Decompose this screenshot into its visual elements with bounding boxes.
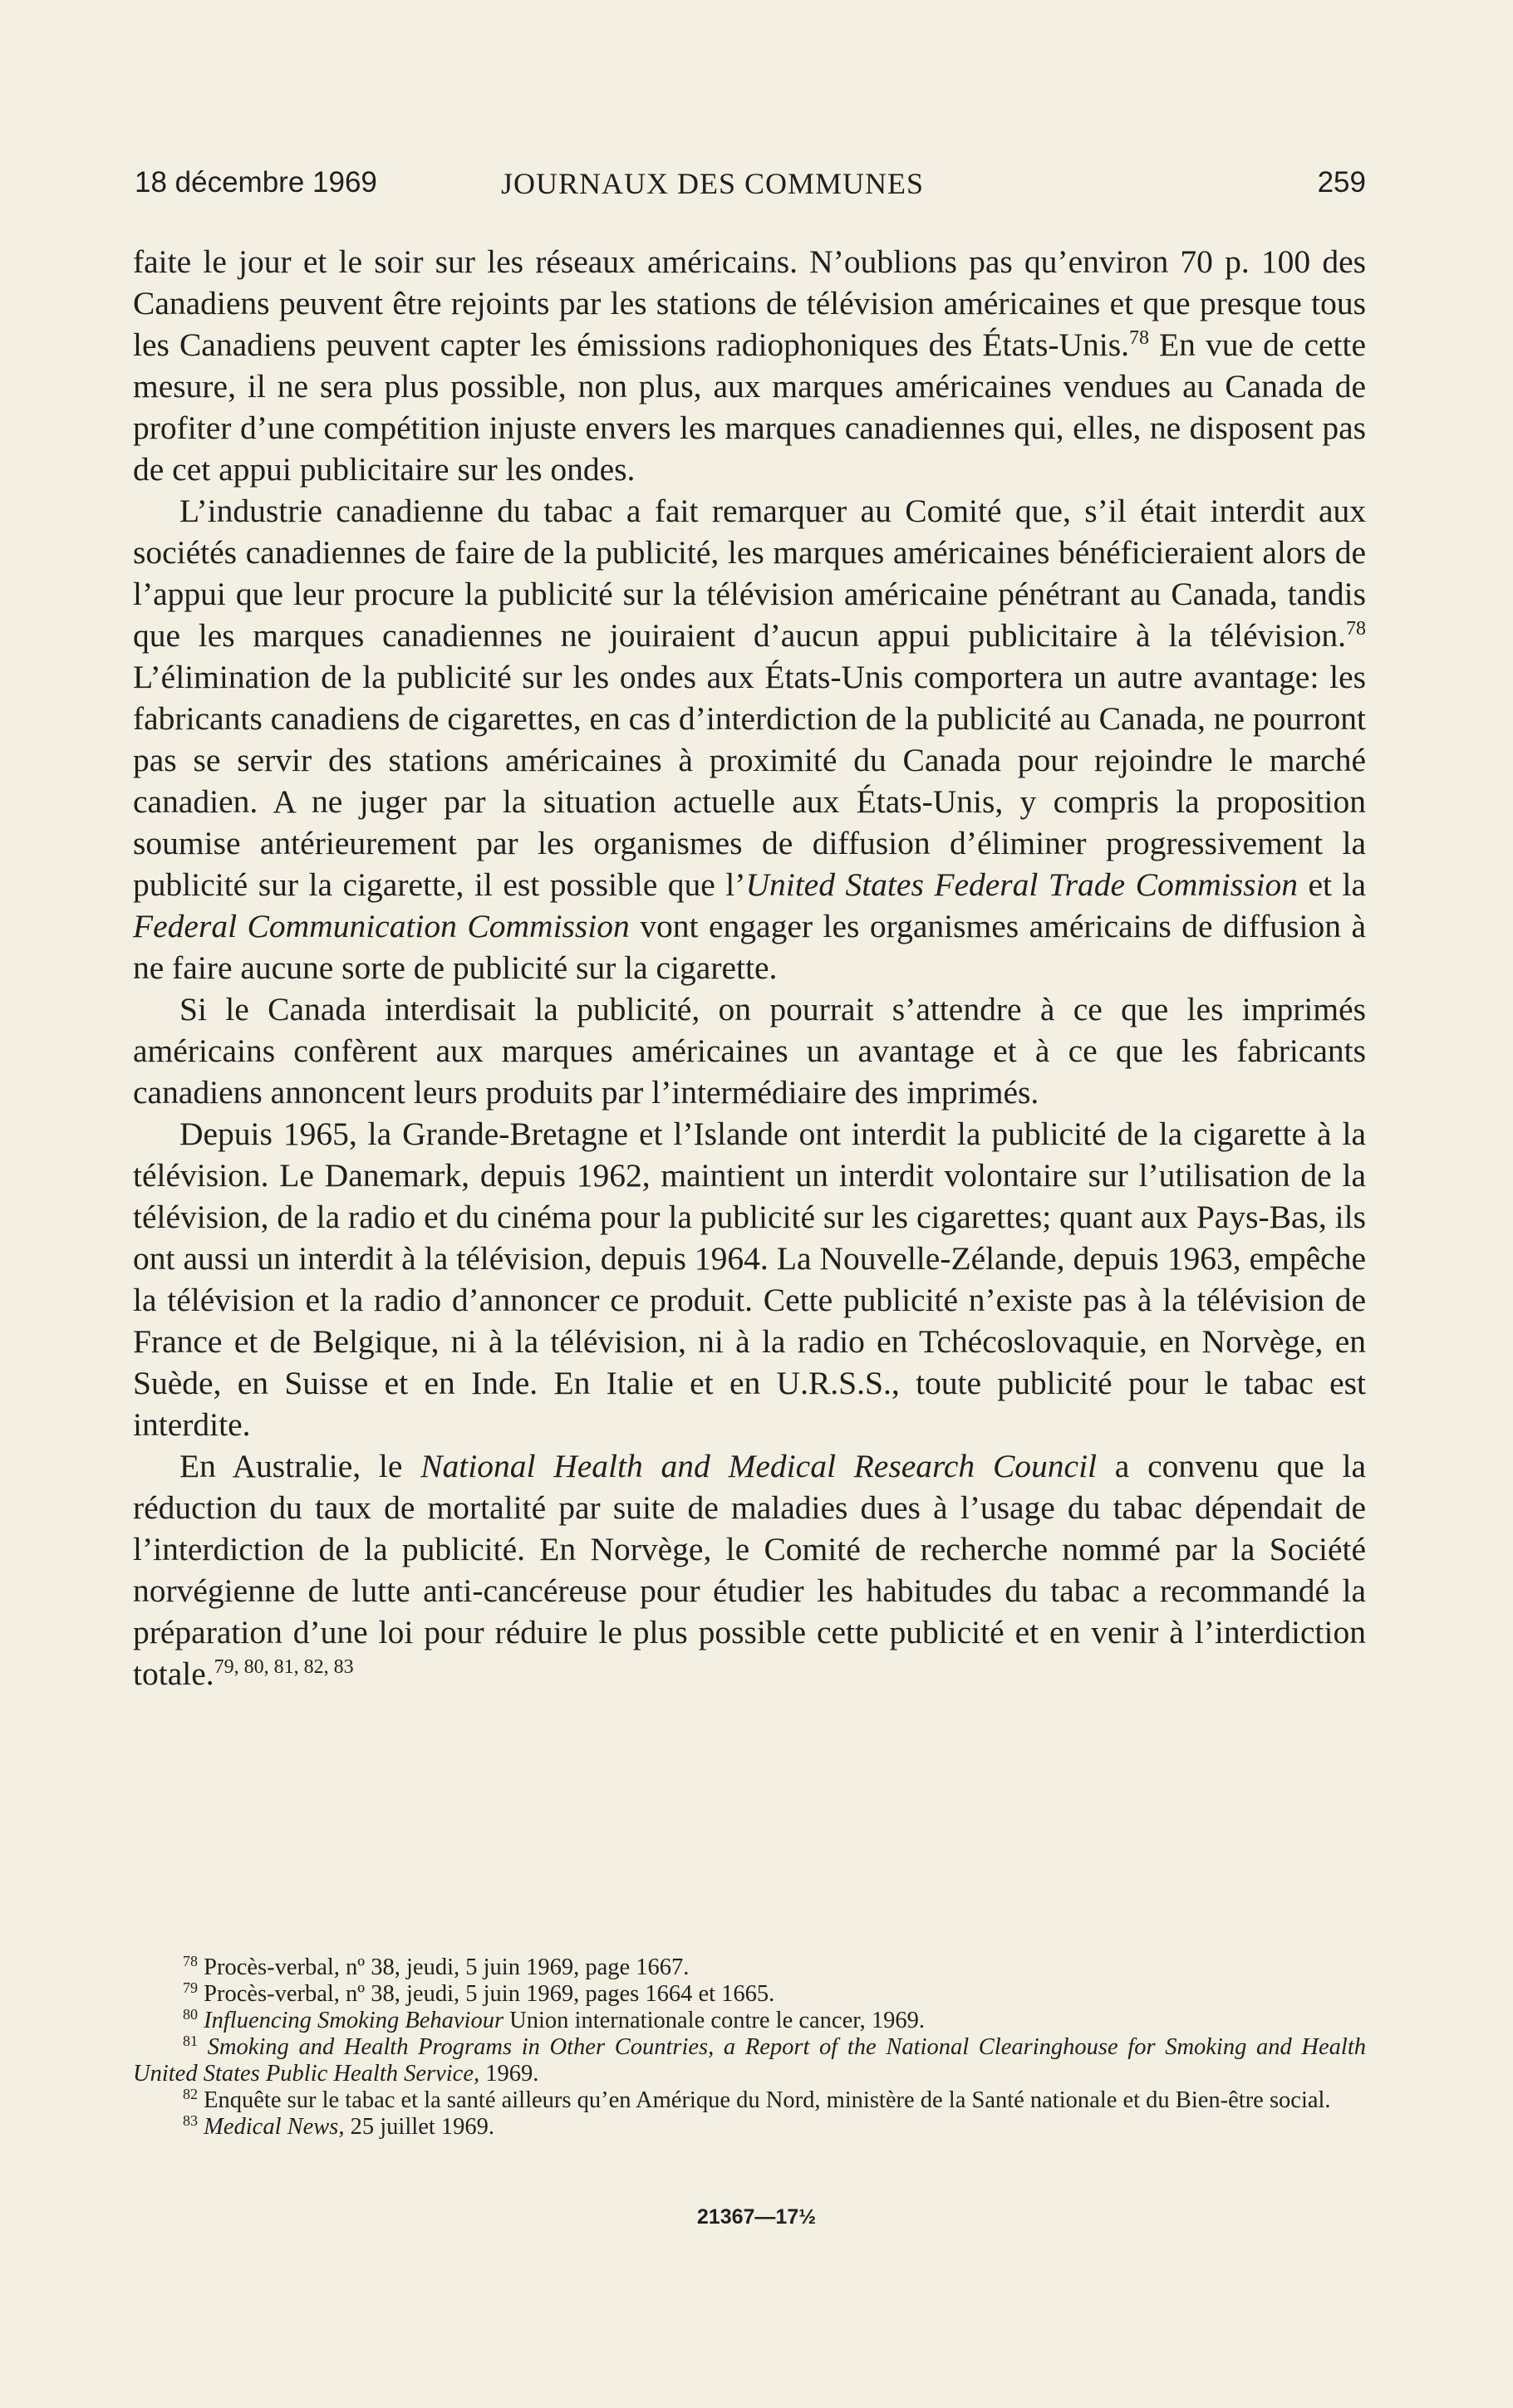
footnote-82: $^{82}$ Enquête sur le tabac et la santé ailleurs qu’en Amérique du Nord, ministère de la Santé nationale et du Bien-être social. [183, 2086, 1331, 2113]
paragraph-5: En Australie, le National Health and Medical Research Council a convenu que la réduction du taux de mortalité par suite de maladies dues à l’usage du tabac dépendait de l’interdiction de la publicité. En Norvège, le Comité de recherche nommé par la Société norvégienne de lutte anti-cancéreuse pour étudier les habitudes du tabac a recommandé la préparation d’une loi pour réduire le plus possible cette publicité et en venir à l’interdiction totale.$^{79, 80, 81, 82, 83}$ [133, 1448, 1366, 1692]
header-journal-title: JOURNAUX DES COMMUNES [501, 167, 925, 200]
paragraph-3: Si le Canada interdisait la publicité, on pourrait s’attendre à ce que les imprimés américains confèrent aux marques américaines un avantage et à ce que les fabricants canadiens annoncent leurs produits par l’intermédiaire des imprimés. [133, 991, 1366, 1111]
running-header [135, 166, 1366, 216]
footnote-80: $^{80}$ Influencing Smoking Behaviour Union internationale contre le cancer, 1969. [183, 2006, 925, 2033]
paragraph-4: Depuis 1965, la Grande-Bretagne et l’Islande ont interdit la publicité de la cigarette à la télévision. Le Danemark, depuis 1962, maintient un interdit volontaire sur l’utilisation de la télévision, de la radio et du cinéma pour la publicité sur les cigarettes; quant aux Pays-Bas, ils ont aussi un interdit à la télévision, depuis 1964. La Nouvelle-Zélande, depuis 1963, empêche la télévision et la radio d’annoncer ce produit. Cette publicité n’existe pas à la télévision de France et de Belgique, ni à la télévision, ni à la radio en Tchécoslovaquie, en Norvège, en Suède, en Suisse et en Inde. En Italie et en U.R.S.S., toute publicité pour le tabac est interdite. [133, 1116, 1366, 1443]
footnote-81: $^{81}$ Smoking and Health Programs in Other Countries, a Report of the National Clearinghouse for Smoking and Health United States Public Health Service, 1969. [133, 2033, 1366, 2087]
footnotes [133, 1954, 1366, 2141]
header-page-number: 259 [1317, 166, 1366, 199]
footnote-ref: 78 [1128, 327, 1149, 349]
footnote-refs: 79, 80, 81, 82, 83 [214, 1656, 354, 1678]
paragraph-1: faite le jour et le soir sur les réseaux américains. N’oublions pas qu’environ 70 p. 100 des Canadiens peuvent être rejoints par les stations de télévision américaines et que presque tous les Canadiens peuvent capter les émissions radiophoniques des États-Unis.$^{78}$ En vue de cette mesure, il ne sera plus possible, non plus, aux marques américaines vendues au Canada de profiter d’une compétition injuste envers les marques canadiennes qui, elles, ne disposent pas de cet appui publicitaire sur les ondes. [133, 243, 1366, 488]
footnote-79: $^{79}$ Procès-verbal, nº 38, jeudi, 5 juin 1969, pages 1664 et 1665. [183, 1979, 775, 2007]
footnote-ref: 78 [1346, 618, 1366, 640]
footnote-83: $^{83}$ Medical News, 25 juillet 1969. [183, 2112, 495, 2140]
print-code: 21367—17½ [696, 2205, 817, 2229]
paragraph-2: L’industrie canadienne du tabac a fait remarquer au Comité que, s’il était interdit aux sociétés canadiennes de faire de la publicité, les marques américaines bénéficieraient alors de l’appui que leur procure la publicité sur la télévision américaine pénétrant au Canada, tandis que les marques canadiennes ne jouiraient d’aucun appui publicitaire à la télévision.$^{78}$ L’élimination de la publicité sur les ondes aux États-Unis comportera un autre avantage: les fabricants canadiens de cigarettes, en cas d’interdiction de la publicité au Canada, ne pourront pas se servir des stations américaines à proximité du Canada pour rejoindre le marché canadien. A ne juger par la situation actuelle aux États-Unis, y compris la proposition soumise antérieurement par les organismes de diffusion d’éliminer progressivement la publicité sur la cigarette, il est possible que l’United States Federal Trade Commission et la Federal Communication Commission vont engager les organismes américains de diffusion à ne faire aucune sorte de publicité sur la cigarette. [133, 493, 1367, 986]
header-date: 18 décembre 1969 [135, 166, 377, 199]
main-body-text [133, 241, 1366, 1694]
footnote-78: $^{78}$ Procès-verbal, nº 38, jeudi, 5 juin 1969, page 1667. [183, 1953, 690, 1980]
